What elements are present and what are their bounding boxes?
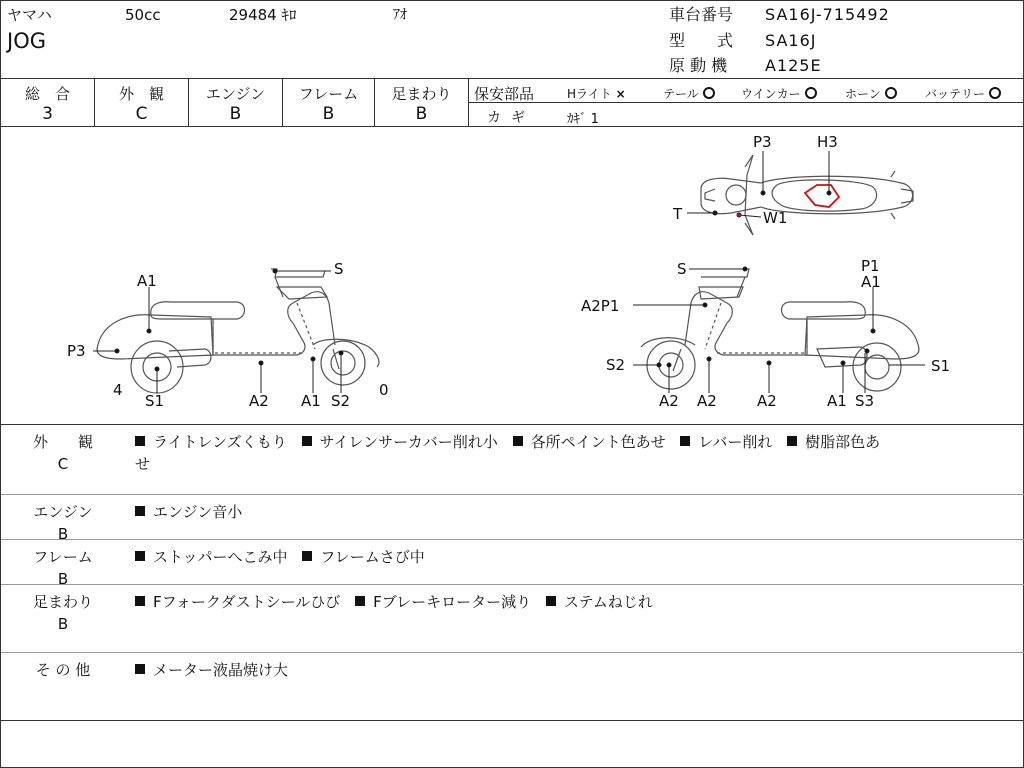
label-s: S xyxy=(334,260,344,278)
note-item: ストッパーへこみ中 xyxy=(135,548,288,566)
frame-no: SA16J-715492 xyxy=(765,5,890,24)
category-label: そ の 他 xyxy=(35,661,91,679)
label-a2: A2 xyxy=(697,392,717,410)
label-a1: A1 xyxy=(137,272,157,290)
cross-mark-icon: × xyxy=(615,87,626,101)
note-item: メーター液晶焼け大 xyxy=(135,661,288,679)
category-grade: C xyxy=(57,455,69,473)
label-a2: A2 xyxy=(757,392,777,410)
note-exterior xyxy=(1,425,1024,495)
label-p3: P3 xyxy=(67,342,86,360)
square-bullet-icon xyxy=(302,551,312,561)
square-bullet-icon xyxy=(135,664,145,674)
scooter-diagram xyxy=(1,127,1024,425)
key-row xyxy=(469,103,1024,127)
grade-label: 外 観 xyxy=(118,85,164,103)
battery-status xyxy=(925,85,1001,102)
mileage: 29484 ｷﾛ xyxy=(229,6,297,24)
grade-overall xyxy=(1,79,95,127)
note-suspension xyxy=(1,585,1024,653)
tail-status xyxy=(663,85,715,102)
category-label: 足まわり xyxy=(32,593,93,611)
note-items xyxy=(135,501,1015,523)
label-w1: W1 xyxy=(763,209,788,227)
label-a2p1: A2P1 xyxy=(581,297,620,315)
grade-label: エンジン xyxy=(205,85,266,103)
grade-suspension xyxy=(375,79,469,127)
note-category xyxy=(23,501,103,545)
note-item: 樹脂部色あ xyxy=(787,433,880,451)
engine-label: 原 動 機 xyxy=(669,56,728,75)
safety-title: 保安部品 xyxy=(474,85,535,103)
damage-diagram xyxy=(1,127,1024,425)
label-h3: H3 xyxy=(817,133,838,151)
model-name: JOG xyxy=(7,29,46,53)
square-bullet-icon xyxy=(135,551,145,561)
label-s2: S2 xyxy=(606,356,626,374)
square-bullet-icon xyxy=(513,436,523,446)
safety-row xyxy=(469,79,1024,103)
grade-value: C xyxy=(135,104,148,124)
category-grade: B xyxy=(57,615,69,633)
note-item: フレームさび中 xyxy=(302,548,424,566)
note-continuation: せ xyxy=(135,455,151,473)
circle-mark-icon xyxy=(989,87,1001,99)
tail-label: テール xyxy=(663,87,699,101)
grade-value: B xyxy=(229,104,242,124)
square-bullet-icon xyxy=(135,506,145,516)
category-label: フレーム xyxy=(33,548,93,566)
category-grade: B xyxy=(57,570,69,588)
note-item: 各所ペイント色あせ xyxy=(513,433,666,451)
inspection-notes xyxy=(1,425,1024,768)
note-items xyxy=(135,546,1015,568)
note-item: サイレンサーカバー削れ小 xyxy=(302,433,498,451)
label-a1: A1 xyxy=(861,273,881,291)
grade-value: 3 xyxy=(42,104,53,124)
grade-exterior xyxy=(95,79,189,127)
displacement: 50cc xyxy=(125,6,161,24)
note-item: Fフォークダストシールひび xyxy=(135,593,340,611)
note-frame xyxy=(1,540,1024,588)
note-category xyxy=(23,591,103,635)
circle-mark-icon xyxy=(805,87,817,99)
grade-value: B xyxy=(322,104,335,124)
type-value: SA16J xyxy=(765,31,817,50)
key-label: カギ xyxy=(487,110,535,126)
battery-label: バッテリー xyxy=(925,87,986,101)
header xyxy=(1,1,1024,79)
label-a2: A2 xyxy=(659,392,679,410)
category-label: エンジン xyxy=(33,503,93,521)
square-bullet-icon xyxy=(355,596,365,606)
winker-status xyxy=(741,85,817,102)
note-items xyxy=(135,431,1015,475)
note-engine xyxy=(1,495,1024,543)
label-s1: S1 xyxy=(145,392,165,410)
grade-label: フレーム xyxy=(298,85,359,103)
square-bullet-icon xyxy=(546,596,556,606)
circle-mark-icon xyxy=(885,87,897,99)
type-label: 型 式 xyxy=(669,31,734,50)
square-bullet-icon xyxy=(135,436,145,446)
grade-frame xyxy=(283,79,375,127)
note-other xyxy=(1,653,1024,721)
horn-label: ホーン xyxy=(845,87,881,101)
label-p3: P3 xyxy=(753,133,772,151)
horn-status xyxy=(845,85,897,102)
square-bullet-icon xyxy=(787,436,797,446)
label-s2: S2 xyxy=(331,392,351,410)
leader-lines xyxy=(93,151,925,393)
category-grade: B xyxy=(57,525,69,543)
grade-engine xyxy=(189,79,283,127)
frame-no-label: 車台番号 xyxy=(669,5,734,24)
square-bullet-icon xyxy=(135,596,145,606)
grade-row xyxy=(1,79,1024,127)
label-s3: S3 xyxy=(855,392,875,410)
note-item: Fブレーキローター減り xyxy=(355,593,531,611)
winker-label: ウインカー xyxy=(741,87,801,101)
note-item: ステムねじれ xyxy=(546,593,653,611)
label-s: S xyxy=(677,260,687,278)
note-category xyxy=(23,659,103,681)
label-a1: A1 xyxy=(301,392,321,410)
label-p1: P1 xyxy=(861,257,880,275)
label-t: T xyxy=(673,205,683,223)
safety-parts xyxy=(469,79,1024,127)
square-bullet-icon xyxy=(680,436,690,446)
damage-marker-icon xyxy=(805,185,839,207)
grade-label: 総 合 xyxy=(24,85,70,103)
circle-mark-icon xyxy=(703,87,715,99)
note-items xyxy=(135,591,1015,613)
label-s1: S1 xyxy=(931,357,951,375)
engine-value: A125E xyxy=(765,56,822,75)
note-items xyxy=(135,659,1015,681)
note-item: レバー削れ xyxy=(680,433,772,451)
label-a1: A1 xyxy=(827,392,847,410)
headlight-label: Hライト xyxy=(567,87,612,101)
label-4: 4 xyxy=(113,381,123,399)
category-label: 外 観 xyxy=(32,433,93,451)
maker: ヤマハ xyxy=(7,6,52,24)
label-a2: A2 xyxy=(249,392,269,410)
note-category xyxy=(23,431,103,475)
grade-value: B xyxy=(415,104,428,124)
square-bullet-icon xyxy=(302,436,312,446)
key-value: ｶｷﾞ 1 xyxy=(567,112,599,127)
label-0: 0 xyxy=(379,381,389,399)
grade-label: 足まわり xyxy=(391,85,452,103)
body-color: ｱｵ xyxy=(393,7,407,23)
note-item: ライトレンズくもり xyxy=(135,433,287,451)
note-item: エンジン音小 xyxy=(135,503,242,521)
headlight-status xyxy=(567,85,626,102)
note-category xyxy=(23,546,103,590)
